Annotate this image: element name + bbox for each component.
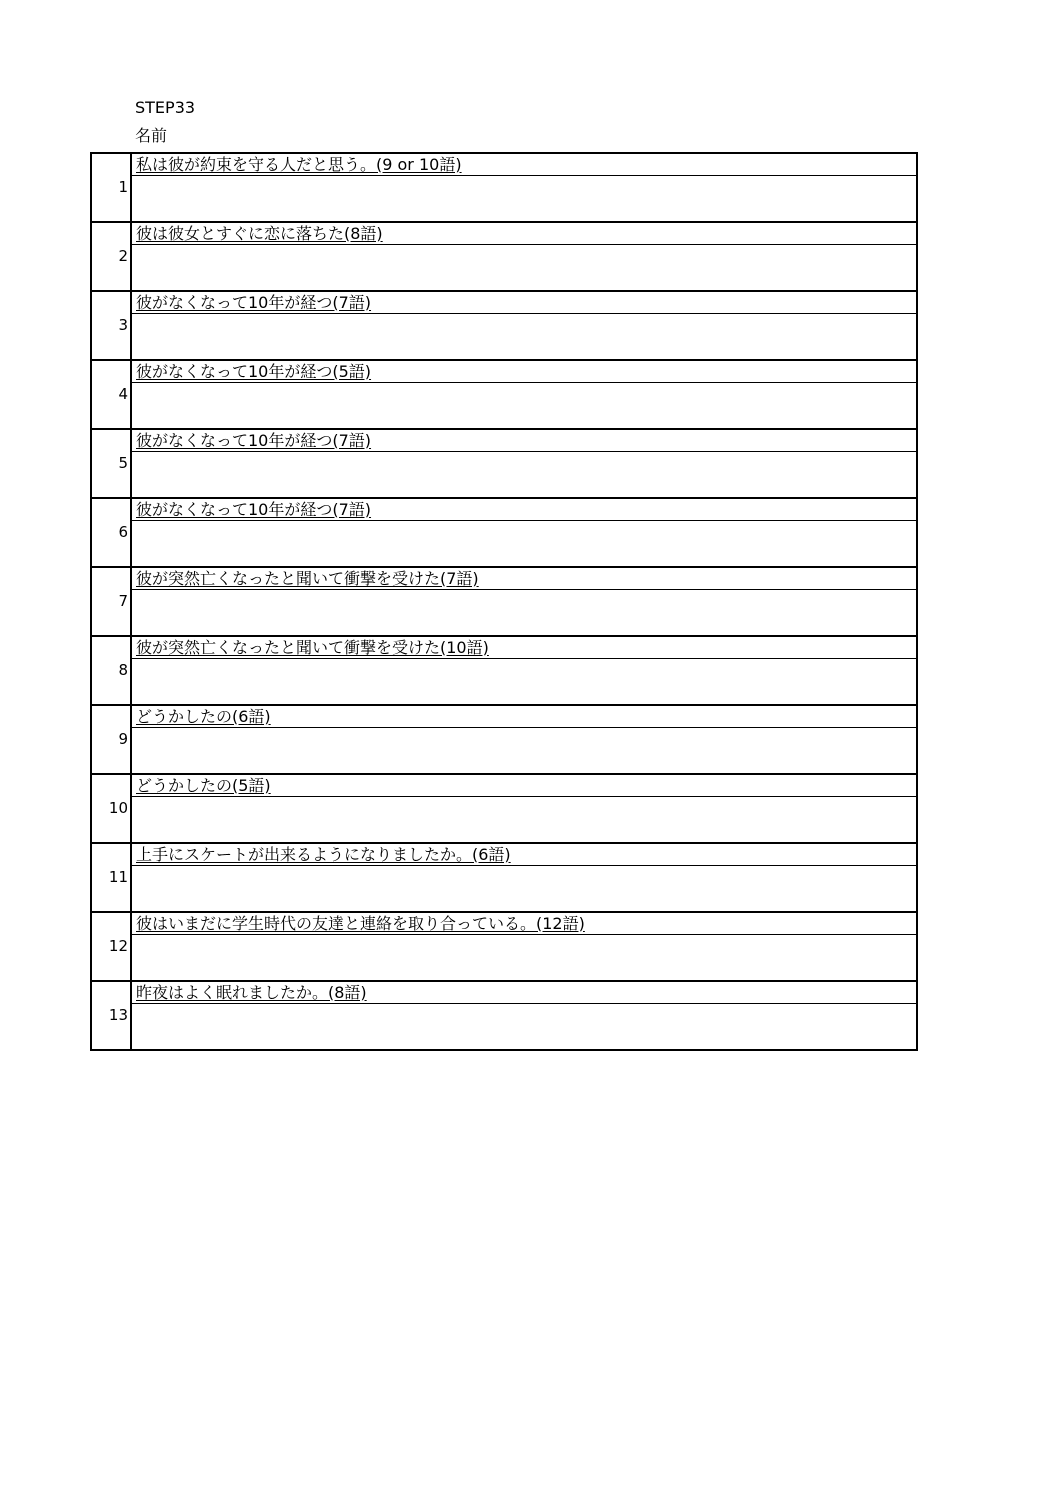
answer-cell[interactable] — [131, 383, 917, 430]
exercise-row — [91, 498, 917, 521]
question-prompt: 彼が突然亡くなったと聞いて衝撃を受けた(7語) — [131, 567, 917, 590]
answer-cell[interactable] — [131, 590, 917, 637]
exercise-row — [91, 360, 917, 383]
question-prompt: 彼は彼女とすぐに恋に落ちた(8語) — [131, 222, 917, 245]
question-prompt: 彼がなくなって10年が経つ(7語) — [131, 429, 917, 452]
answer-row — [91, 521, 917, 568]
question-prompt: 彼がなくなって10年が経つ(7語) — [131, 498, 917, 521]
exercise-row — [91, 705, 917, 728]
answer-row — [91, 590, 917, 637]
question-number: 3 — [91, 291, 131, 360]
answer-row — [91, 314, 917, 361]
answer-row — [91, 728, 917, 775]
answer-cell[interactable] — [131, 314, 917, 361]
question-number: 6 — [91, 498, 131, 567]
exercise-table-body — [91, 153, 917, 1050]
answer-row — [91, 866, 917, 913]
question-number: 10 — [91, 774, 131, 843]
question-number: 4 — [91, 360, 131, 429]
exercise-row — [91, 981, 917, 1004]
question-prompt: 彼がなくなって10年が経つ(7語) — [131, 291, 917, 314]
answer-cell[interactable] — [131, 866, 917, 913]
answer-row — [91, 797, 917, 844]
exercise-row — [91, 774, 917, 797]
student-name-label: 名前 — [135, 126, 168, 145]
answer-row — [91, 935, 917, 982]
answer-cell[interactable] — [131, 176, 917, 223]
answer-row — [91, 1004, 917, 1051]
question-prompt: 彼がなくなって10年が経つ(5語) — [131, 360, 917, 383]
question-number: 1 — [91, 153, 131, 222]
question-number: 8 — [91, 636, 131, 705]
question-number: 7 — [91, 567, 131, 636]
exercise-row — [91, 567, 917, 590]
answer-cell[interactable] — [131, 452, 917, 499]
question-prompt: どうかしたの(6語) — [131, 705, 917, 728]
worksheet-step-label: STEP33 — [135, 98, 196, 117]
question-prompt: 私は彼が約束を守る人だと思う。(9 or 10語) — [131, 153, 917, 176]
question-prompt: どうかしたの(5語) — [131, 774, 917, 797]
question-number: 2 — [91, 222, 131, 291]
answer-cell[interactable] — [131, 728, 917, 775]
exercise-row — [91, 222, 917, 245]
answer-cell[interactable] — [131, 1004, 917, 1051]
question-number: 12 — [91, 912, 131, 981]
answer-row — [91, 383, 917, 430]
answer-cell[interactable] — [131, 935, 917, 982]
question-prompt: 彼はいまだに学生時代の友達と連絡を取り合っている。(12語) — [131, 912, 917, 935]
question-number: 9 — [91, 705, 131, 774]
question-number: 5 — [91, 429, 131, 498]
answer-row — [91, 659, 917, 706]
answer-row — [91, 176, 917, 223]
answer-row — [91, 452, 917, 499]
question-prompt: 昨夜はよく眠れましたか。(8語) — [131, 981, 917, 1004]
answer-cell[interactable] — [131, 659, 917, 706]
exercise-row — [91, 291, 917, 314]
exercise-row — [91, 636, 917, 659]
answer-cell[interactable] — [131, 245, 917, 292]
answer-row — [91, 245, 917, 292]
question-number: 13 — [91, 981, 131, 1050]
question-prompt: 彼が突然亡くなったと聞いて衝撃を受けた(10語) — [131, 636, 917, 659]
answer-cell[interactable] — [131, 797, 917, 844]
question-number: 11 — [91, 843, 131, 912]
exercise-row — [91, 843, 917, 866]
exercise-row — [91, 429, 917, 452]
answer-cell[interactable] — [131, 521, 917, 568]
question-prompt: 上手にスケートが出来るようになりましたか。(6語) — [131, 843, 917, 866]
exercise-row — [91, 153, 917, 176]
exercise-table — [90, 152, 918, 1051]
exercise-row — [91, 912, 917, 935]
